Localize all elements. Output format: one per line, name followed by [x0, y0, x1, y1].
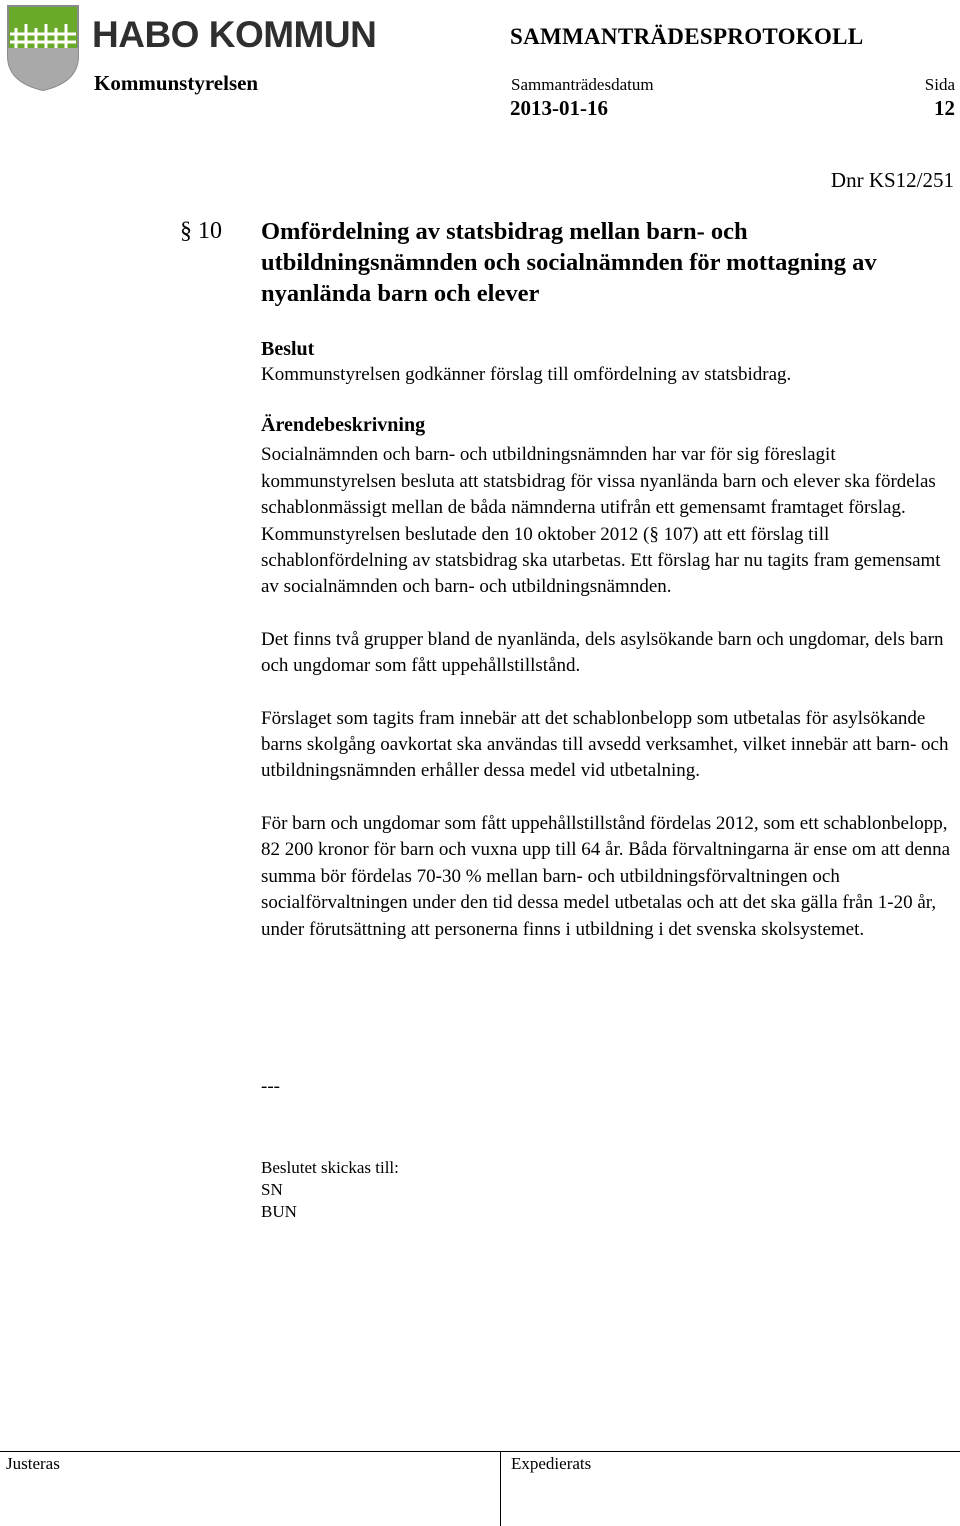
decision-heading: Beslut: [261, 338, 315, 360]
document-title: SAMMANTRÄDESPROTOKOLL: [510, 24, 864, 49]
section-number: § 10: [180, 218, 222, 244]
expedierats-label: Expedierats: [511, 1454, 592, 1473]
item-heading-line: Omfördelning av statsbidrag mellan barn- och: [261, 218, 748, 245]
item-heading-line: utbildningsnämnden och socialnämnden för mottagning av: [261, 249, 877, 276]
item-heading-line: nyanlända barn och elever: [261, 280, 540, 307]
decision-block: [261, 336, 956, 389]
item-heading: [261, 216, 951, 309]
description-paragraph: Det finns två grupper bland de nyanlända, dels asylsökande barn och ungdomar, dels barn och ungdomar som fått uppehållstillstånd.: [261, 628, 944, 677]
description-paragraph: Socialnämnden och barn- och utbildningsnämnden har var för sig föreslagit kommunstyrelsen besluta att statsbidrag för vissa nyanlända barn och elever ska fördelas schablonmässigt mellan de båda nämnderna utifrån ett gemensamt framtaget förslag. Kommunstyrelsen beslutade den 10 oktober 2012 (§ 107) att ett förslag till schablonfördelning av statsbidrag ska utarbetas. Ett förslag har nu tagits fram gemensamt av socialnämnden och barn- och utbildningsnämnden.: [261, 444, 941, 598]
footer-rule: [0, 1451, 960, 1452]
diary-number: Dnr KS12/251: [830, 168, 954, 192]
description-heading: Ärendebeskrivning: [261, 414, 426, 436]
recipient: BUN: [261, 1202, 297, 1221]
meeting-date-label: Sammanträdesdatum: [511, 75, 654, 94]
distribution-list: [261, 1157, 399, 1223]
description-block: [261, 412, 956, 943]
logo-wordmark: HABO KOMMUN: [92, 14, 377, 55]
sent-to-label: Beslutet skickas till:: [261, 1158, 399, 1177]
organ-name: Kommunstyrelsen: [94, 71, 259, 95]
decision-text: Kommunstyrelsen godkänner förslag till omfördelning av statsbidrag.: [261, 364, 792, 386]
separator-dashes: ---: [261, 1076, 280, 1097]
footer-divider: [500, 1451, 501, 1526]
page-number: 12: [934, 96, 955, 120]
meeting-date-value: 2013-01-16: [510, 96, 608, 120]
description-paragraph: Förslaget som tagits fram innebär att det schablonbelopp som utbetalas för asylsökande barns skolgång oavkortat ska användas till avsedd verksamhet, vilket innebär att barn- och utbildningsnämnden erhåller dessa medel vid utbetalning.: [261, 707, 949, 782]
recipient: SN: [261, 1180, 283, 1199]
justeras-label: Justeras: [6, 1454, 60, 1473]
page-label: Sida: [924, 75, 955, 94]
municipality-crest-logo: [6, 4, 80, 92]
description-paragraph: För barn och ungdomar som fått uppehållstillstånd fördelas 2012, som ett schablonbelopp, 82 200 kronor för barn och vuxna upp till 64 år. Båda förvaltningarna är ense om att denna summa bör fördelas 70-30 % mellan barn- och utbildningsförvaltningen och socialförvaltningen under den tid dessa medel utbetalas och att det ska gälla från 1-20 år, under förutsättning att personerna finns i utbildning i det svenska skolsystemet.: [261, 812, 951, 940]
